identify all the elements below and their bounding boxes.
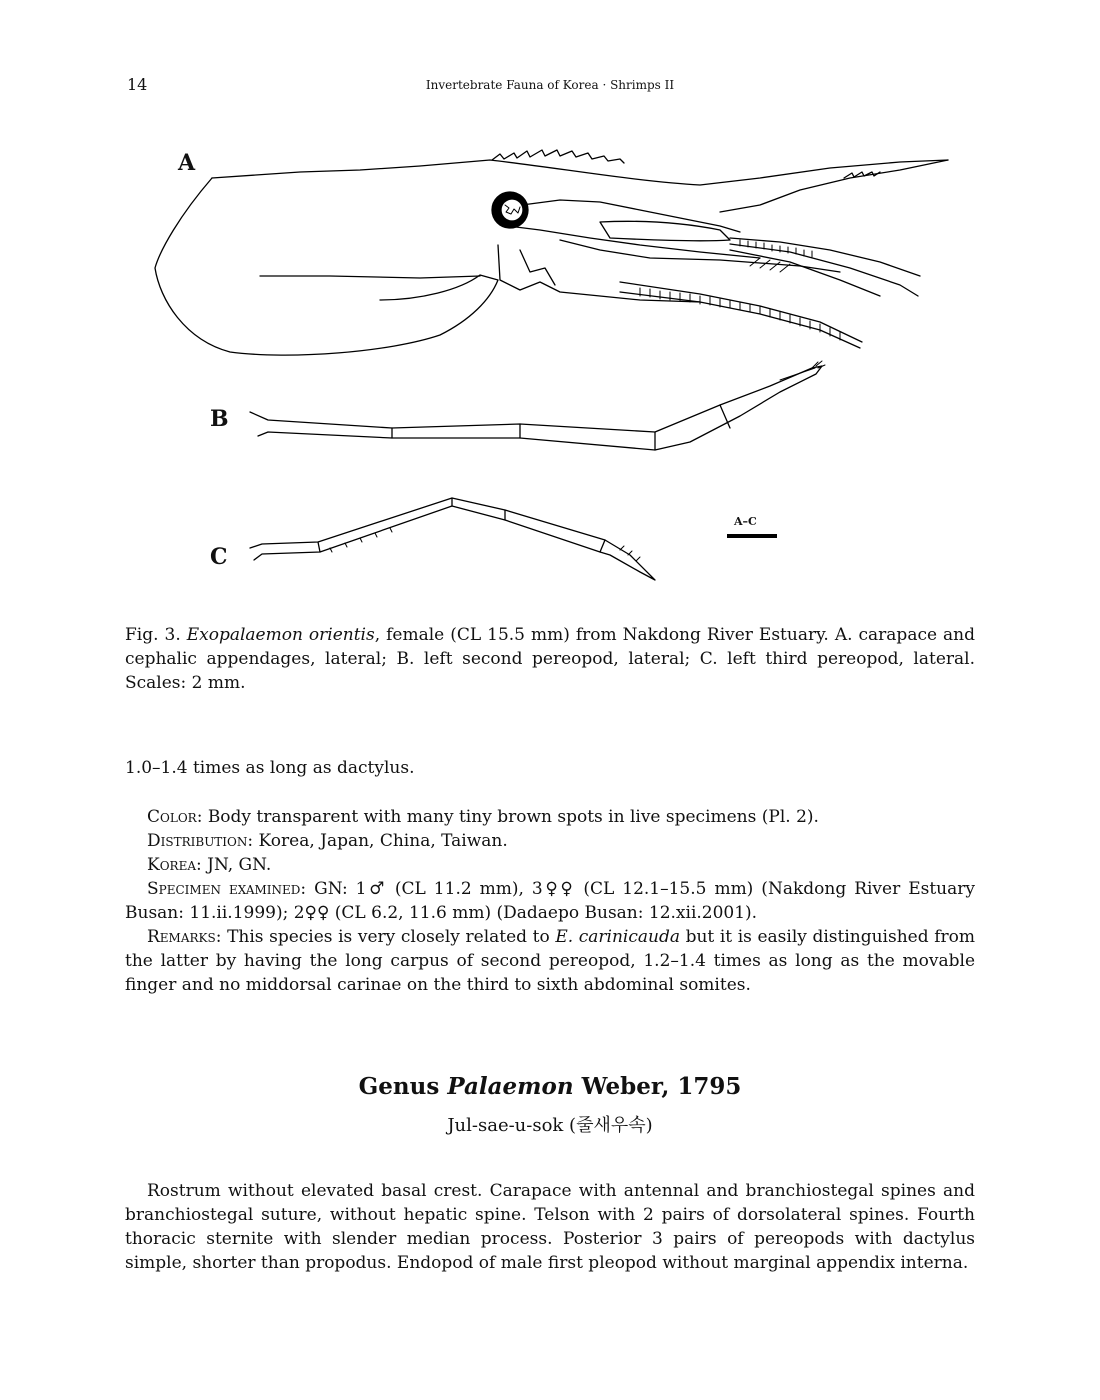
figure-illustration: [0, 0, 1100, 620]
third-pereopod: [250, 498, 655, 580]
genus-heading: [0, 1073, 1100, 1100]
korea-paragraph: [125, 853, 975, 877]
remarks-label: Remarks: [147, 927, 216, 947]
genus-description: [125, 1179, 975, 1275]
figure-caption: [125, 623, 975, 695]
specimen-label: Specimen examined: [147, 879, 301, 899]
second-pereopod: [250, 366, 822, 450]
caption-species: Exopalaemon orientis: [186, 625, 375, 645]
genus-prefix: Genus: [358, 1073, 448, 1100]
genus-description-text: Rostrum without elevated basal crest. Carapace with antennal and branchiostegal spines and branchiostegal suture, without hepatic spine. Telson with 2 pairs of dorsolateral spines. Fourth thoracic sternite with slender median process. Posterior 3 pairs of pereopods with dactylus simple, shorter than propodus. Endopod of male first pleopod without marginal appendix interna.: [125, 1181, 975, 1273]
continuation-text: [125, 756, 975, 780]
genus-name: Palaemon: [447, 1073, 574, 1100]
genus-korean-name: Jul-sae-u-sok (줄새우속): [447, 1115, 653, 1136]
remarks-text-2: but it is easily distinguished from the latter by having the long carpus of second pereopod, 1.2–1.4 times as long as the movable finger and no middorsal carinae on the third to sixth abdominal somites.: [125, 927, 975, 995]
figure-label-a: A: [178, 150, 196, 176]
rostral-ventral-teeth: [844, 172, 880, 178]
page-number: 14: [127, 75, 148, 94]
remarks-species: E. carinicauda: [555, 927, 680, 947]
color-paragraph: [125, 805, 975, 829]
distribution-label: Distribution: [147, 831, 248, 851]
carapace-outline: [155, 178, 498, 355]
figure-label-b: B: [210, 406, 229, 432]
running-title: Invertebrate Fauna of Korea · Shrimps II: [425, 78, 675, 92]
specimen-paragraph: [125, 877, 975, 925]
remarks-paragraph: [125, 925, 975, 997]
specimen-text: : GN: 1♂ (CL 11.2 mm), 3♀♀ (CL 12.1–15.5 mm) (Nakdong River Estuary Busan: 11.ii.1999); 2♀♀ (CL 6.2, 11.6 mm) (Dadaepo Busan: 12.xii.2001).: [125, 879, 975, 923]
remarks-text-1: : This species is very closely related to: [215, 927, 556, 947]
color-text: : Body transparent with many tiny brown spots in live specimens (Pl. 2).: [196, 807, 819, 827]
korea-label: Korea: [147, 855, 196, 875]
species-account: [125, 805, 975, 997]
caption-prefix: Fig. 3.: [125, 625, 187, 645]
genus-author: Weber, 1795: [573, 1073, 742, 1100]
korea-text: : JN, GN.: [196, 855, 272, 875]
color-label: Color: [147, 807, 197, 827]
distribution-text: : Korea, Japan, China, Taiwan.: [247, 831, 508, 851]
figure-label-c: C: [210, 544, 228, 570]
distribution-paragraph: [125, 829, 975, 853]
rostral-teeth: [492, 150, 624, 163]
continuation: 1.0–1.4 times as long as dactylus.: [125, 758, 415, 778]
scale-label: A–C: [734, 515, 757, 528]
scale-bar: [727, 534, 777, 538]
caption-text: , female (CL 15.5 mm) from Nakdong River Estuary. A. carapace and cephalic appendages, lateral; B. left second pereopod, lateral; C. left third pereopod, lateral. Scales: 2 mm.: [125, 625, 975, 693]
